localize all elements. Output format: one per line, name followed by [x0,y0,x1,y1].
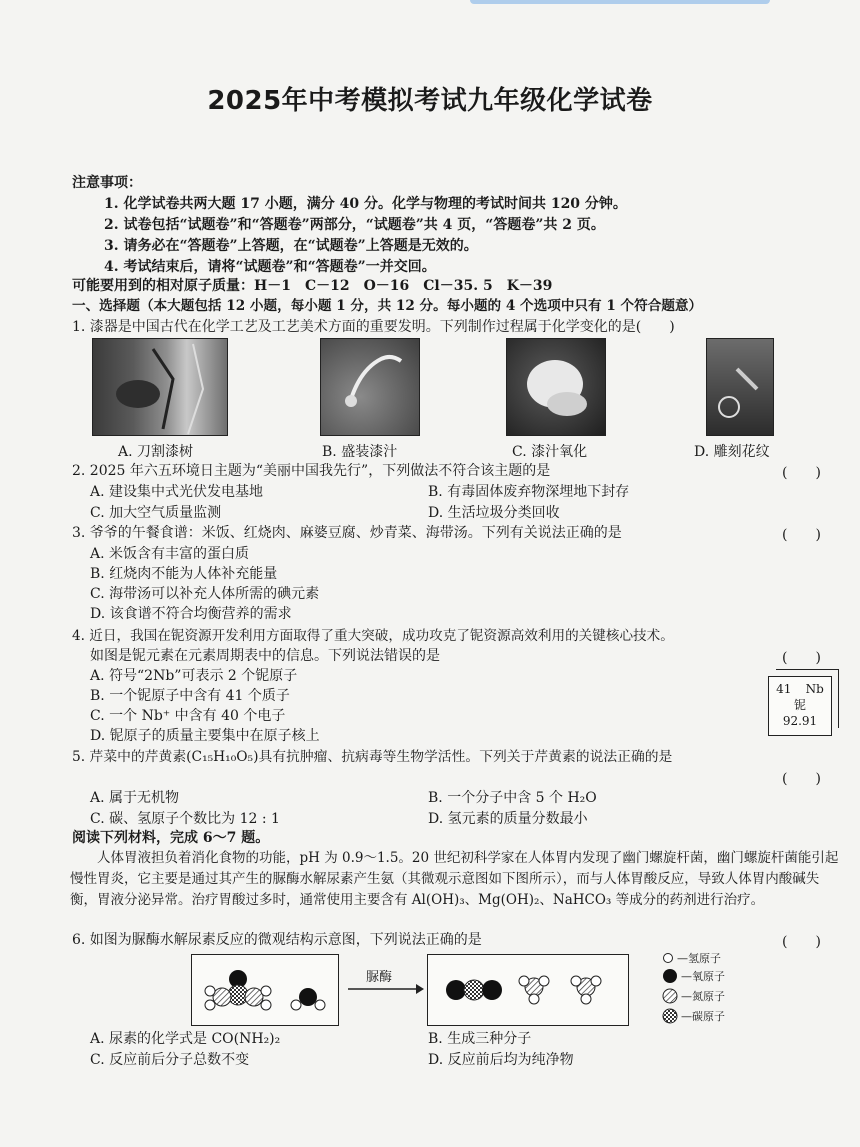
q1-option-c: C. 漆汁氧化 [512,444,588,460]
notice-item: 1. 化学试卷共两大题 17 小题，满分 40 分。化学与物理的考试时间共 120 分钟。 [104,196,627,212]
q6-option-b: B. 生成三种分子 [428,1031,532,1047]
products-box [427,954,629,1026]
q3-option-c: C. 海带汤可以补充人体所需的碘元素 [90,586,320,602]
answer-paren: ( ) [782,465,821,481]
arrow-label: 脲酶 [366,970,393,985]
hydrogen-atom-icon [662,952,674,964]
q3-option-a: A. 米饭含有丰富的蛋白质 [90,546,250,562]
page-title: 2025年中考模拟考试九年级化学试卷 [207,86,653,116]
question-4-stem-line1: 4. 近日，我国在铌资源开发利用方面取得了重大突破，成功攻克了铌资源高效利用的关键核心技术。 [72,628,674,644]
q6-option-a: A. 尿素的化学式是 CO(NH₂)₂ [90,1031,281,1047]
legend-hydrogen: —氢原子 [662,950,721,966]
q2-option-b: B. 有毒固体废弃物深埋地下封存 [428,484,630,500]
notice-item: 2. 试卷包括“试题卷”和“答题卷”两部分，“试题卷”共 4 页，“答题卷”共 2 页。 [104,217,605,233]
question-5-stem: 5. 芹菜中的芹黄素(C₁₅H₁₀O₅)具有抗肿瘤、抗病毒等生物学活性。下列关于芹黄素的说法正确的是 [72,749,673,765]
photo-carving-pattern [706,338,774,436]
q2-option-c: C. 加大空气质量监测 [90,505,222,521]
legend-nitrogen: —氮原子 [662,988,725,1004]
q6-option-d: D. 反应前后均为纯净物 [428,1052,574,1068]
element-symbol: Nb [805,682,824,696]
answer-paren: ( ) [782,771,821,787]
reading-intro: 阅读下列材料，完成 6～7 题。 [72,830,270,846]
q1-option-d: D. 雕刻花纹 [694,444,770,460]
q1-option-a: A. 刀割漆树 [118,444,194,460]
reactant-molecules [192,955,338,1025]
question-1-stem: 1. 漆器是中国古代在化学工艺及工艺美术方面的重要发明。下列制作过程属于化学变化的是( ) [72,319,675,335]
q3-option-d: D. 该食谱不符合均衡营养的需求 [90,606,292,622]
notice-item: 4. 考试结束后，请将“试题卷”和“答题卷”一并交回。 [104,259,436,275]
water-molecule [291,988,325,1010]
section-heading: 一、选择题（本大题包括 12 小题，每小题 1 分，共 12 分。每小题的 4 个选项中只有 1 个符合题意） [72,298,703,314]
q4-option-c: C. 一个 Nb⁺ 中含有 40 个电子 [90,708,286,724]
notice-item: 3. 请务必在“答题卷”上答题，在“试题卷”上答题是无效的。 [104,238,478,254]
atomic-number: 41 [776,682,792,696]
product-molecules [428,955,628,1025]
ammonia-molecule [571,976,601,1004]
q2-option-d: D. 生活垃圾分类回收 [428,505,560,521]
urea-molecule [205,970,271,1010]
q6-option-c: C. 反应前后分子总数不变 [90,1052,250,1068]
photo-cutting-lacquer-tree [92,338,228,436]
co2-molecule [446,980,502,1000]
legend-oxygen: —氧原子 [662,968,725,984]
atomic-masses: 可能要用到的相对原子质量：H－1 C－12 O－16 Cl－35. 5 K－39 [72,278,553,294]
answer-paren: ( ) [782,527,821,543]
carbon-atom-icon [662,1008,678,1024]
q5-option-d: D. 氢元素的质量分数最小 [428,811,588,827]
q3-option-b: B. 红烧肉不能为人体补充能量 [90,566,278,582]
oxygen-atom-icon [662,968,678,984]
q5-option-a: A. 属于无机物 [90,790,180,806]
nitrogen-atom-icon [662,988,678,1004]
answer-paren: ( ) [782,934,821,950]
reaction-arrow [348,983,424,995]
q1-option-b: B. 盛装漆汁 [322,444,398,460]
reading-passage [70,848,840,911]
atomic-mass: 92.91 [782,714,818,728]
reactants-box [191,954,339,1026]
scan-edge-mark [470,0,770,4]
legend-carbon: —碳原子 [662,1008,725,1024]
question-3-stem: 3. 爷爷的午餐食谱：米饭、红烧肉、麻婆豆腐、炒青菜、海带汤。下列有关说法正确的是 [72,525,622,541]
q5-option-c: C. 碳、氢原子个数比为 12 : 1 [90,811,280,827]
photo-lacquer-oxidation [506,338,606,436]
notice-heading: 注意事项： [72,175,142,191]
answer-paren: ( ) [782,650,821,666]
question-6-stem: 6. 如图为脲酶水解尿素反应的微观结构示意图，下列说法正确的是 [72,932,482,948]
periodic-table-cell-niobium [768,676,832,736]
ammonia-molecule [519,976,549,1004]
q4-option-d: D. 铌原子的质量主要集中在原子核上 [90,728,320,744]
reading-text: 人体胃液担负着消化食物的功能，pH 为 0.9～1.5。20 世纪初科学家在人体胃内发现了幽门螺旋杆菌，幽门螺旋杆菌能引起慢性胃炎，它主要是通过其产生的脲酶水解尿素产生氨（其微观示意图如下图所示），而与人体胃酸反应，导致人体胃内酸碱失衡，胃液分泌异常。治疗胃酸过多时，通常使用主要含有 Al(OH)₃、Mg(OH)₂、NaHCO₃ 等成分的药剂进行治疗。 [70,850,839,908]
question-2-stem: 2. 2025 年六五环境日主题为“美丽中国我先行”，下列做法不符合该主题的是 [72,463,551,479]
q4-option-b: B. 一个铌原子中含有 41 个质子 [90,688,290,704]
q2-option-a: A. 建设集中式光伏发电基地 [90,484,264,500]
photo-lacquer-container [320,338,420,436]
question-4-stem-line2: 如图是铌元素在元素周期表中的信息。下列说法错误的是 [90,648,440,664]
q5-option-b: B. 一个分子中含 5 个 H₂O [428,790,597,806]
element-name: 铌 [793,698,806,712]
q4-option-a: A. 符号“2Nb”可表示 2 个铌原子 [90,668,298,684]
